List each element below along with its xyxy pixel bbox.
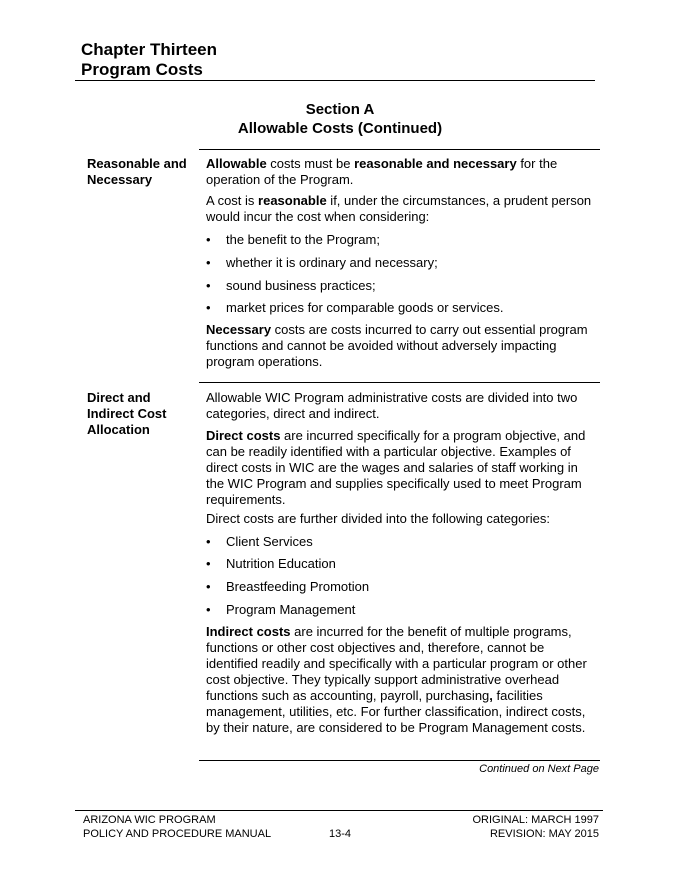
body-text: are incurred specifically for a program objective, and can be readily identified with a particular objective. Examples of direct costs in WIC are the wages and salaries of staff working in the WIC Program and supplies specifically used to meet Program requirements. [206, 428, 586, 507]
continued-note: Continued on Next Page [479, 763, 599, 775]
bullet-icon: • [206, 232, 211, 247]
body-text: A cost is [206, 193, 259, 208]
bold-term: reasonable and necessary [354, 156, 517, 171]
bullet-icon: • [206, 602, 211, 617]
bold-term: , [489, 688, 493, 703]
body-text: costs must be [266, 156, 355, 171]
bullet-icon: • [206, 278, 211, 293]
side-label-line: Allocation [87, 422, 150, 437]
list-item-text: market prices for comparable goods or services. [226, 300, 504, 315]
side-label-line: Reasonable and [87, 156, 187, 171]
bold-term: Allowable [206, 156, 267, 171]
bold-term: Necessary [206, 322, 272, 337]
paragraph-categories [206, 390, 596, 422]
bold-term: Direct costs [206, 428, 281, 443]
page-number: 13-4 [329, 828, 352, 840]
section-subtitle: Allowable Costs (Continued) [237, 120, 443, 137]
list-item-text: the benefit to the Program; [226, 232, 380, 247]
body-text: costs are costs incurred to carry out essential program functions and cannot be avoided without adversely impacting program operations. [206, 322, 588, 369]
chapter-subtitle: Program Costs [81, 60, 203, 79]
footer-revision: REVISION: MAY 2015 [489, 828, 599, 840]
footer-left [83, 813, 271, 841]
paragraph-allowable [206, 156, 596, 188]
bullet-icon: • [206, 534, 211, 549]
paragraph-necessary [206, 322, 596, 370]
paragraph-reasonable [206, 193, 596, 225]
continued-divider [199, 760, 600, 761]
bullet-icon: • [206, 300, 211, 315]
bullet-icon: • [206, 579, 211, 594]
bullet-icon: • [206, 556, 211, 571]
body-text: for the operation of the Program. [206, 156, 558, 187]
list-item-text: Program Management [226, 602, 356, 617]
bold-term: reasonable [258, 193, 327, 208]
chapter-title: Chapter Thirteen [81, 40, 218, 59]
side-label-line: Direct and [87, 390, 151, 405]
list-item-text: whether it is ordinary and necessary; [226, 255, 438, 270]
side-label-reasonable [87, 156, 197, 188]
section-title: Section A [305, 101, 375, 118]
side-label-line: Indirect Cost [87, 406, 167, 421]
footer-right [472, 813, 599, 841]
bullet-icon: • [206, 255, 211, 270]
paragraph-indirect-costs [206, 624, 596, 736]
header-divider [75, 80, 595, 81]
side-label-line: Necessary [87, 172, 153, 187]
list-item-text: Nutrition Education [226, 556, 336, 571]
bold-term: Indirect costs [206, 624, 291, 639]
body-text: are incurred for the benefit of multiple programs, functions or other cost objectives and, therefore, cannot be identified readily and specifically with a particular program or other cost objective. They typically support administrative overhead functions such as accounting, payroll, purchasing [206, 624, 587, 703]
side-label-direct [87, 390, 197, 438]
body-text: Direct costs are further divided into the following categories: [206, 511, 550, 526]
body-text: Allowable WIC Program administrative costs are divided into two categories, direct and indirect. [206, 390, 578, 421]
body-text: facilities management, utilities, etc. For further classification, indirect costs, by their nature, are considered to be Program Management costs. [206, 688, 586, 735]
list-item-text: Client Services [226, 534, 313, 549]
list-item-text: sound business practices; [226, 278, 376, 293]
paragraph-direct-categories [206, 511, 596, 527]
footer-divider [75, 810, 603, 811]
footer-program: ARIZONA WIC PROGRAM [83, 814, 216, 826]
block-divider-direct [199, 382, 600, 383]
chapter-heading [81, 40, 217, 80]
footer-manual: POLICY AND PROCEDURE MANUAL [83, 828, 272, 840]
list-item-text: Breastfeeding Promotion [226, 579, 370, 594]
paragraph-direct-costs [206, 428, 596, 508]
footer-original: ORIGINAL: MARCH 1997 [472, 814, 599, 826]
body-text: if, under the circumstances, a prudent person would incur the cost when considering: [206, 193, 592, 224]
block-divider-reasonable [199, 149, 600, 150]
